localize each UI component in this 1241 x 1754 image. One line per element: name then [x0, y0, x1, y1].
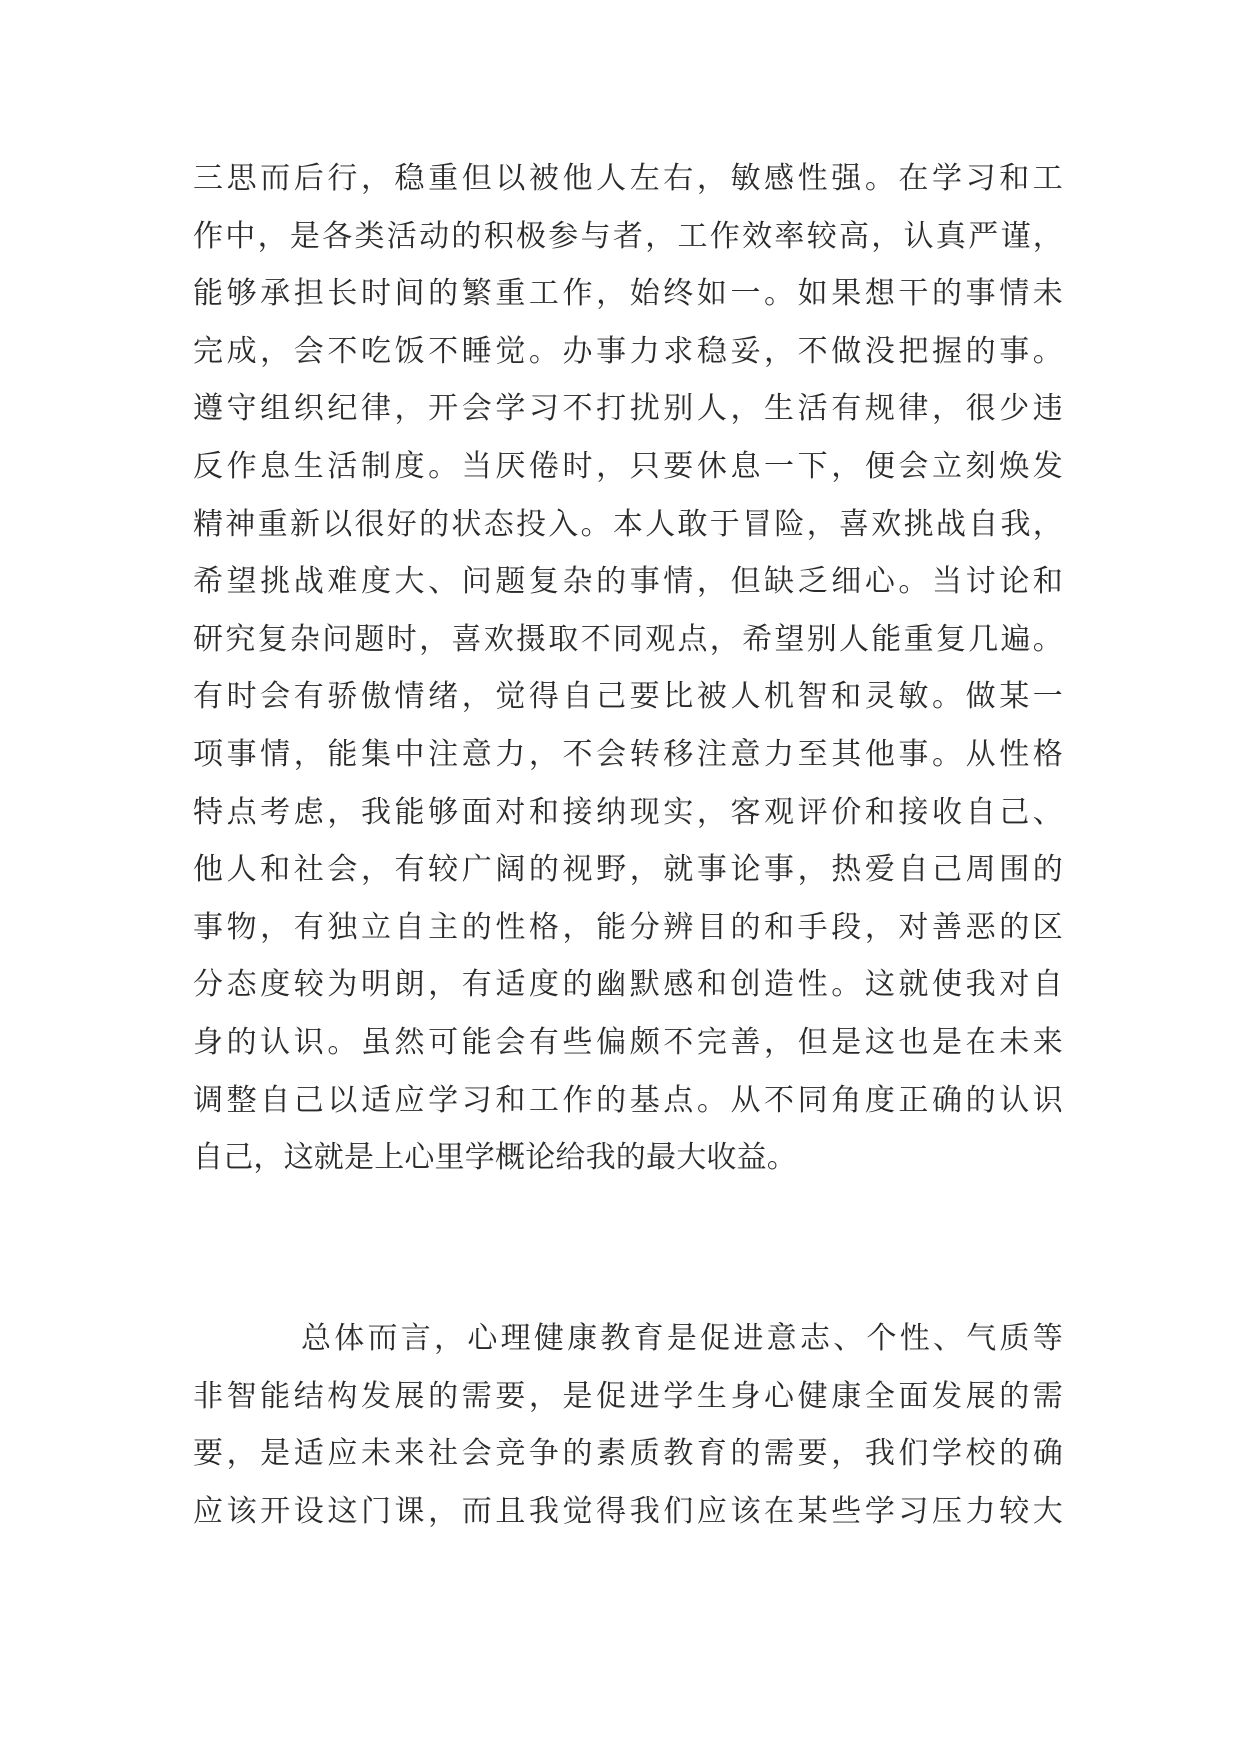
- text-line: 要，是适应未来社会竞争的素质教育的需要，我们学校的确: [193, 1436, 1063, 1472]
- text-line: 完成，会不吃饭不睡觉。办事力求稳妥，不做没把握的事。: [193, 333, 1063, 369]
- text-line: 调整自己以适应学习和工作的基点。从不同角度正确的认识: [193, 1082, 1063, 1118]
- body-paragraph-2: [193, 1310, 1063, 1540]
- text-line: 有时会有骄傲情绪，觉得自己要比被人机智和灵敏。做某一: [193, 679, 1063, 715]
- text-line: 能够承担长时间的繁重工作，始终如一。如果想干的事情未: [193, 276, 1063, 312]
- text-line: 反作息生活制度。当厌倦时，只要休息一下，便会立刻焕发: [193, 448, 1063, 484]
- text-line: 事物，有独立自主的性格，能分辨目的和手段，对善恶的区: [193, 909, 1063, 945]
- text-line: 研究复杂问题时，喜欢摄取不同观点，希望别人能重复几遍。: [193, 621, 1063, 657]
- text-line: 精神重新以很好的状态投入。本人敢于冒险，喜欢挑战自我，: [193, 506, 1063, 542]
- text-line: 非智能结构发展的需要，是促进学生身心健康全面发展的需: [193, 1378, 1063, 1414]
- text-line: 分态度较为明朗，有适度的幽默感和创造性。这就使我对自: [193, 967, 1063, 1003]
- text-line: 总体而言，心理健康教育是促进意志、个性、气质等: [301, 1321, 1063, 1356]
- text-line: 项事情，能集中注意力，不会转移注意力至其他事。从性格: [193, 736, 1063, 772]
- text-line: 遵守组织纪律，开会学习不打扰别人，生活有规律，很少违: [193, 391, 1063, 427]
- text-line: 应该开设这门课，而且我觉得我们应该在某些学习压力较大: [193, 1493, 1063, 1529]
- text-line: 身的认识。虽然可能会有些偏颇不完善，但是这也是在未来: [193, 1024, 1063, 1060]
- text-line: 作中，是各类活动的积极参与者，工作效率较高，认真严谨，: [193, 218, 1063, 254]
- text-line: 三思而后行，稳重但以被他人左右，敏感性强。在学习和工: [193, 161, 1063, 196]
- text-line: 特点考虑，我能够面对和接纳现实，客观评价和接收自己、: [193, 794, 1063, 830]
- text-line: 他人和社会，有较广阔的视野，就事论事，热爱自己周围的: [193, 852, 1063, 888]
- text-line: 希望挑战难度大、问题复杂的事情，但缺乏细心。当讨论和: [193, 564, 1063, 600]
- text-line: 自己，这就是上心里学概论给我的最大收益。: [193, 1140, 797, 1176]
- body-paragraph-1: [193, 150, 1063, 1187]
